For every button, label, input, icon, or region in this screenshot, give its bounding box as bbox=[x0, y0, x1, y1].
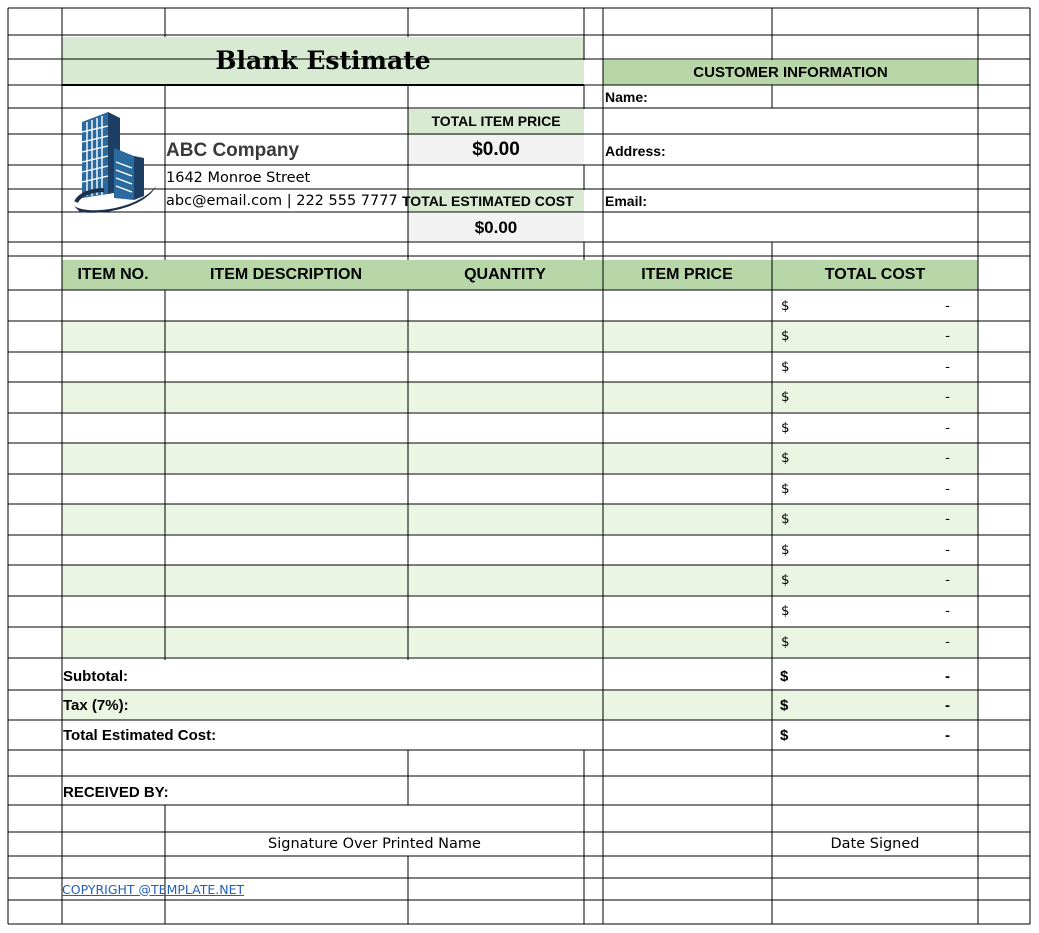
subtotal-currency: $ bbox=[780, 667, 789, 685]
item-price-cell[interactable] bbox=[603, 565, 771, 595]
copyright-link[interactable]: COPYRIGHT @TEMPLATE.NET bbox=[62, 881, 245, 897]
total-cost-value: - bbox=[945, 328, 950, 344]
total-cost-value: - bbox=[945, 359, 950, 375]
item-description-cell[interactable] bbox=[165, 474, 407, 504]
total-estimated-cost-value: $0.00 bbox=[474, 217, 518, 237]
company-address: 1642 Monroe Street bbox=[166, 170, 311, 186]
total-currency: $ bbox=[780, 727, 789, 744]
item-description-cell[interactable] bbox=[165, 443, 407, 473]
total-cost-value: - bbox=[945, 603, 950, 619]
item-price-cell[interactable] bbox=[603, 321, 771, 351]
quantity-cell[interactable] bbox=[408, 565, 602, 595]
item-price-cell[interactable] bbox=[603, 413, 771, 443]
company-contact: abc@email.com | 222 555 7777 bbox=[166, 192, 398, 209]
quantity-cell[interactable] bbox=[408, 504, 602, 534]
company-name: ABC Company bbox=[166, 139, 300, 161]
item-price-cell[interactable] bbox=[603, 382, 771, 412]
quantity-cell[interactable] bbox=[408, 474, 602, 504]
item-price-cell[interactable] bbox=[603, 535, 771, 565]
customer-address-field[interactable] bbox=[603, 163, 978, 188]
total-cost-value: - bbox=[945, 481, 950, 497]
total-cost-currency: $ bbox=[781, 572, 790, 588]
customer-name-field[interactable] bbox=[772, 86, 978, 108]
quantity-cell[interactable] bbox=[408, 352, 602, 382]
item-price-cell[interactable] bbox=[603, 504, 771, 534]
tax-value: - bbox=[945, 697, 950, 714]
total-cost-currency: $ bbox=[781, 328, 790, 344]
building-icon bbox=[70, 108, 162, 218]
item-no-cell[interactable] bbox=[62, 413, 164, 443]
item-no-cell[interactable] bbox=[62, 504, 164, 534]
total-estimated-cost-label: TOTAL ESTIMATED COST bbox=[402, 192, 574, 209]
received-by-label: RECEIVED BY: bbox=[63, 783, 169, 801]
total-cost-currency: $ bbox=[781, 511, 790, 527]
item-description-cell[interactable] bbox=[165, 504, 407, 534]
item-price-cell[interactable] bbox=[603, 443, 771, 473]
document-title: Blank Estimate bbox=[215, 46, 431, 75]
total-cost-value: - bbox=[945, 542, 950, 558]
signature-caption: Signature Over Printed Name bbox=[268, 836, 481, 852]
total-cost-currency: $ bbox=[781, 542, 790, 558]
quantity-cell[interactable] bbox=[408, 321, 602, 351]
col-header-item-no: ITEM NO. bbox=[77, 266, 149, 283]
col-header-quantity: QUANTITY bbox=[464, 266, 546, 283]
total-cost-value: - bbox=[945, 634, 950, 650]
total-item-price-label: TOTAL ITEM PRICE bbox=[431, 113, 561, 129]
item-no-cell[interactable] bbox=[62, 321, 164, 351]
quantity-cell[interactable] bbox=[408, 413, 602, 443]
quantity-cell[interactable] bbox=[408, 627, 602, 657]
subtotal-value: - bbox=[945, 667, 950, 685]
item-description-cell[interactable] bbox=[165, 321, 407, 351]
item-description-cell[interactable] bbox=[165, 535, 407, 565]
item-no-cell[interactable] bbox=[62, 627, 164, 657]
total-cost-value: - bbox=[945, 450, 950, 466]
customer-address-label: Address: bbox=[605, 142, 666, 159]
total-cost-value: - bbox=[945, 572, 950, 588]
item-price-cell[interactable] bbox=[603, 474, 771, 504]
col-header-item-description: ITEM DESCRIPTION bbox=[209, 266, 362, 283]
total-cost-currency: $ bbox=[781, 481, 790, 497]
col-header-total-cost: TOTAL COST bbox=[824, 266, 926, 283]
item-price-cell[interactable] bbox=[603, 291, 771, 321]
item-no-cell[interactable] bbox=[62, 474, 164, 504]
quantity-cell[interactable] bbox=[408, 596, 602, 626]
total-cost-currency: $ bbox=[781, 603, 790, 619]
item-price-cell[interactable] bbox=[603, 352, 771, 382]
quantity-cell[interactable] bbox=[408, 535, 602, 565]
item-price-cell[interactable] bbox=[603, 627, 771, 657]
total-cost-value: - bbox=[945, 389, 950, 405]
total-cost-currency: $ bbox=[781, 450, 790, 466]
item-description-cell[interactable] bbox=[165, 382, 407, 412]
col-header-item-price: ITEM PRICE bbox=[641, 266, 733, 283]
item-description-cell[interactable] bbox=[165, 627, 407, 657]
total-cost-value: - bbox=[945, 420, 950, 436]
customer-info-header: CUSTOMER INFORMATION bbox=[693, 64, 888, 81]
item-no-cell[interactable] bbox=[62, 443, 164, 473]
item-description-cell[interactable] bbox=[165, 352, 407, 382]
item-no-cell[interactable] bbox=[62, 352, 164, 382]
date-signed-caption: Date Signed bbox=[830, 836, 920, 852]
total-cost-currency: $ bbox=[781, 298, 790, 314]
total-item-price-value: $0.00 bbox=[472, 139, 520, 160]
quantity-cell[interactable] bbox=[408, 382, 602, 412]
tax-label: Tax (7%): bbox=[63, 697, 129, 714]
customer-name-label: Name: bbox=[605, 89, 648, 105]
quantity-cell[interactable] bbox=[408, 291, 602, 321]
subtotal-label: Subtotal: bbox=[63, 667, 128, 685]
total-cost-value: - bbox=[945, 298, 950, 314]
total-cost-value: - bbox=[945, 511, 950, 527]
item-price-cell[interactable] bbox=[603, 596, 771, 626]
customer-email-field[interactable] bbox=[603, 212, 978, 242]
item-no-cell[interactable] bbox=[62, 535, 164, 565]
quantity-cell[interactable] bbox=[408, 443, 602, 473]
tax-currency: $ bbox=[780, 697, 789, 714]
item-description-cell[interactable] bbox=[165, 291, 407, 321]
item-no-cell[interactable] bbox=[62, 382, 164, 412]
total-value: - bbox=[945, 727, 950, 744]
customer-email-label: Email: bbox=[605, 193, 648, 209]
received-by-field[interactable] bbox=[165, 779, 407, 805]
item-description-cell[interactable] bbox=[165, 565, 407, 595]
total-cost-currency: $ bbox=[781, 420, 790, 436]
total-estimated-cost-label-bottom: Total Estimated Cost: bbox=[63, 727, 217, 744]
total-cost-currency: $ bbox=[781, 359, 790, 375]
total-cost-currency: $ bbox=[781, 634, 790, 650]
item-description-cell[interactable] bbox=[165, 596, 407, 626]
item-no-cell[interactable] bbox=[62, 291, 164, 321]
item-no-cell[interactable] bbox=[62, 565, 164, 595]
total-cost-currency: $ bbox=[781, 389, 790, 405]
item-no-cell[interactable] bbox=[62, 596, 164, 626]
item-description-cell[interactable] bbox=[165, 413, 407, 443]
